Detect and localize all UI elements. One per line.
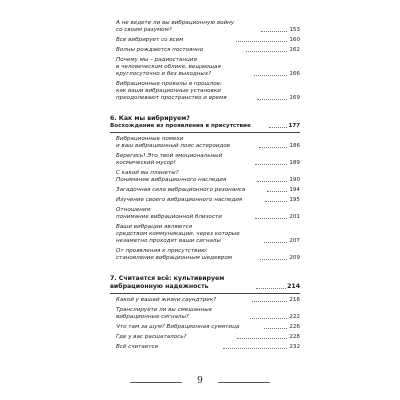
toc-entry — [110, 170, 300, 184]
leader-dots — [267, 191, 287, 192]
page-number: 189 — [289, 160, 300, 166]
page-number: 160 — [289, 37, 301, 43]
toc-entry-title: Всё считается — [116, 344, 158, 350]
toc-entry — [110, 153, 300, 167]
toc-entry — [110, 136, 300, 150]
toc-entry — [110, 47, 300, 54]
toc-entry-title: Что там за шум? Вибрационная сумятица — [116, 324, 240, 330]
leader-dots — [269, 127, 287, 128]
toc-entry — [110, 248, 300, 262]
toc-entry-title: С какой вы планеты? Понимание вибрационного наследия — [116, 170, 227, 183]
leader-dots — [264, 328, 287, 329]
leader-dots — [257, 99, 287, 100]
leader-dots — [252, 301, 287, 302]
leader-dots — [257, 181, 287, 182]
page-number: 195 — [289, 197, 300, 203]
toc-entry — [110, 297, 300, 304]
page-number: 177 — [288, 123, 300, 129]
section-6-heading: 6. Как мы вибрируем? — [110, 115, 190, 122]
leader-dots — [265, 201, 287, 202]
toc-entry — [110, 20, 300, 34]
toc-entry-title: Где у вас расшаталось? — [116, 334, 187, 340]
leader-dots — [223, 348, 287, 349]
toc-entry — [110, 57, 300, 78]
toc-entry-title: А не ведете ли вы вибрационную войну со своим разумом? — [116, 20, 235, 33]
page-number: 201 — [289, 214, 300, 220]
toc-entry — [110, 224, 300, 245]
toc-entry-title: Все вибрирует со всем — [116, 37, 184, 43]
page-number: 228 — [289, 334, 300, 340]
page-number-footer: 9 — [197, 376, 203, 386]
toc-entry — [110, 197, 300, 204]
toc-entry-title: Берегись! Это твой эмоциональный космический мусор! — [116, 153, 223, 166]
page-number: 166 — [289, 71, 300, 77]
section-6-subheading-text: Восхождение из проявления в присутствие — [110, 123, 251, 129]
page-number: 153 — [289, 27, 300, 33]
toc-entry — [110, 307, 300, 321]
toc-entry-title: Изучение своего вибрационного наследия — [116, 197, 243, 203]
toc-entry — [110, 187, 300, 194]
toc-entry-title: Отношения: понимание вибрационной близости — [116, 207, 222, 220]
page-number: 207 — [289, 238, 300, 244]
toc-entry-title: Вибрационные помехи и ваш вибрационный пояс астероидов — [116, 136, 231, 149]
toc-entry — [110, 37, 300, 44]
toc-entry-title: Волны рождаются постоянно — [116, 47, 204, 53]
toc-entry — [110, 81, 300, 102]
table-of-contents — [110, 20, 300, 354]
page-number: 218 — [289, 297, 300, 303]
leader-dots — [255, 164, 287, 165]
leader-dots — [256, 288, 286, 289]
leader-dots — [259, 147, 287, 148]
leader-dots — [260, 259, 287, 260]
toc-entry-title: От проявления к присутствию: становление вибрационным шедевром — [116, 248, 232, 261]
toc-entry — [110, 334, 300, 341]
leader-dots — [236, 41, 287, 42]
page-number: 169 — [289, 95, 301, 101]
toc-section-7-items — [110, 297, 300, 354]
toc-group-1 — [110, 20, 300, 105]
toc-entry — [110, 344, 300, 351]
toc-entry-title: Вибрационные провалы в прошлое: как ваши вибрационные установки преодолевают пространство и время — [116, 81, 227, 101]
section-7-heading: 7. Считается всё: культивируем вибрационную надежность 214 — [110, 275, 301, 290]
toc-entry-title: Почему мы – радиостанция в человеческом облике, вещающая круглосуточно и без выходных? — [116, 57, 221, 77]
section-divider — [110, 293, 300, 294]
folio-rule-right — [218, 382, 270, 383]
page-number: 232 — [289, 344, 301, 350]
toc-entry-title: Загадочная сила вибрационного резонанса — [116, 187, 246, 193]
page-number: 226 — [289, 324, 300, 330]
page-number: 214 — [287, 283, 301, 290]
section-divider — [110, 132, 300, 133]
page-number: 162 — [289, 47, 300, 53]
leader-dots — [254, 75, 287, 76]
toc-entry-title: Какой у вашей жизни саундтрек? — [116, 297, 217, 303]
page-number: 190 — [289, 177, 301, 183]
leader-dots — [250, 318, 287, 319]
leader-dots — [255, 218, 287, 219]
leader-dots — [246, 51, 287, 52]
section-6-subheading — [110, 123, 300, 130]
leader-dots — [261, 31, 287, 32]
leader-dots — [264, 242, 287, 243]
toc-section-6-items — [110, 136, 300, 265]
page-number: 186 — [289, 143, 301, 149]
page-number: 194 — [289, 187, 300, 193]
toc-entry — [110, 207, 300, 221]
page-number: 209 — [289, 255, 301, 261]
toc-entry-title: Ваши вибрации являются средством коммуникации, через которые незаметно проходят ваши сигналы — [116, 224, 240, 244]
toc-entry — [110, 324, 300, 331]
toc-entry-title: Транслируете ли вы смешанные вибрационные сигналы? — [116, 307, 213, 320]
leader-dots — [237, 338, 287, 339]
page-number: 222 — [289, 314, 300, 320]
